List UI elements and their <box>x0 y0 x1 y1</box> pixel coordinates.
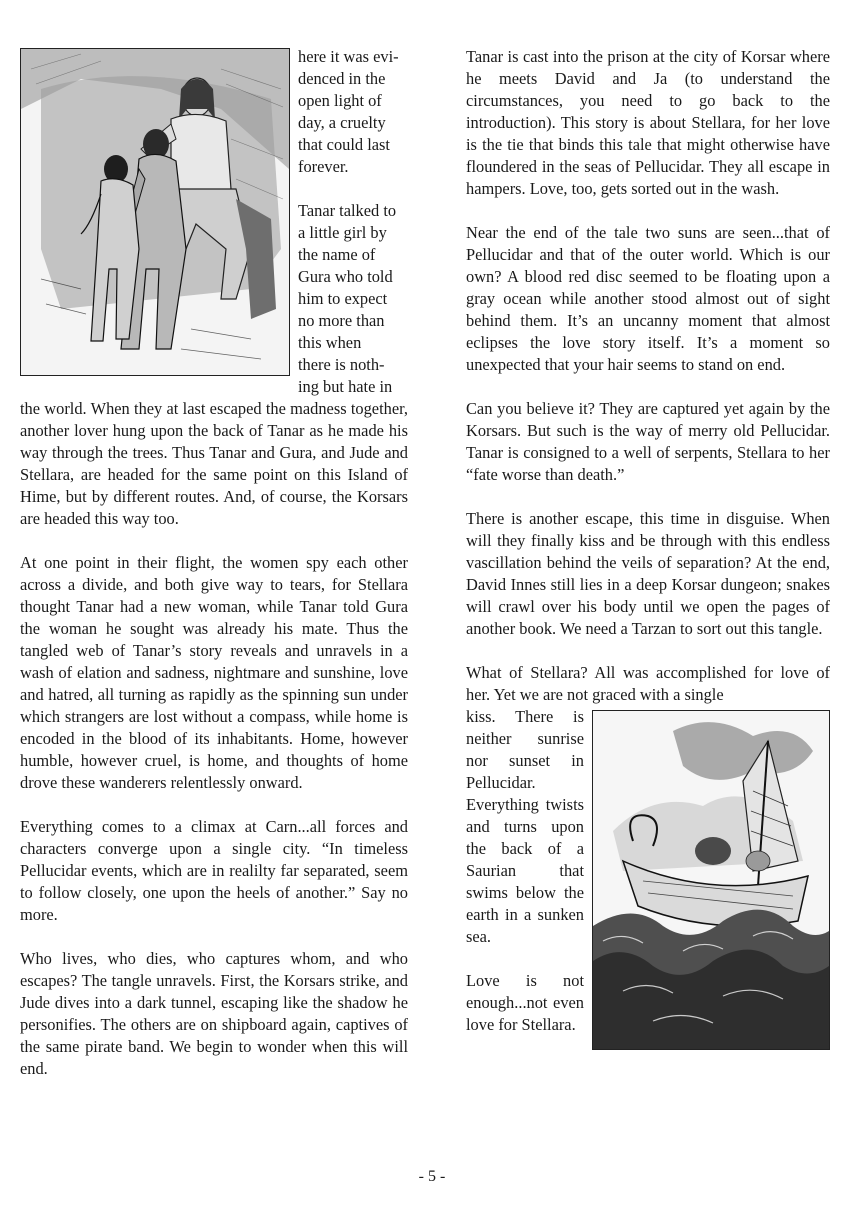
wrap-line: the name of <box>298 245 376 264</box>
wrap-line: there is noth- <box>298 355 385 374</box>
paragraph: At one point in their flight, the women spy each other across a divide, and both give way to tears, for Stellara thought Tanar had a new woman, while Tanar told Gura the woman he sought was already his mate. Thus the tangled web of Tanar’s story reveals and unravels in a wash of elation and sadness, nightmare and sunshine, love and hatred, all turning as rapidly as the spinning sun under which strangers are lost without a compass, while home is encoded in the blood of its inhabitants. Home, however humble, however cruel, is home, and thoughts of home drove these wanderers relentlessly onward. <box>20 553 408 792</box>
wrap-line: Tanar talked to <box>298 201 397 220</box>
wrap-line: open light of <box>298 91 382 110</box>
paragraph: Love is not enough...not even love for Stellara. <box>466 971 584 1034</box>
wrap-line: Gura who told <box>298 267 393 286</box>
wrap-line: denced in the <box>298 69 386 88</box>
illustration-boat-at-sea <box>592 710 830 1050</box>
wrap-line: ing but hate in <box>298 377 393 396</box>
wrap-line: that could last <box>298 135 390 154</box>
paragraph: Everything comes to a climax at Carn...all forces and characters converge upon a single city. “In timeless Pellucidar events, which are in realilty far separated, seem to follow closely, one upon the heels of another.” Say no more. <box>20 817 408 924</box>
paragraph: Can you believe it? They are captured yet again by the Korsars. But such is the way of merry old Pellucidar. Tanar is consigned to a well of serpents, Stellara to her “fate worse than death.” <box>466 399 830 484</box>
paragraph: Near the end of the tale two suns are seen...that of Pellucidar and that of the outer world. Which is our own? A blood red disc seemed to be floating upon a gray ocean while another stood almost out of sight behind them. It’s an uncanny moment that almost eclipses the love story itself. It’s a moment so unexpected that your hair seems to stand on end. <box>466 223 830 374</box>
right-column <box>466 46 830 1058</box>
left-column <box>20 46 408 1102</box>
wrap-line: him to expect <box>298 289 388 308</box>
wrap-line: no more than <box>298 311 385 330</box>
wrap-line: day, a cruelty <box>298 113 386 132</box>
wrap-line: here it was evi- <box>298 47 399 66</box>
paragraph: kiss. There is neither sunrise nor sunset in Pellucidar. Everything twists and turns upon the back of a Saurian that swims below the earth in a sunken sea. <box>466 707 584 946</box>
wrap-line: a little girl by <box>298 223 387 242</box>
paragraph: the world. When they at last escaped the madness together, another lover hung upon the back of Tanar as he made his way through the trees. Thus Tanar and Gura, and Jude and Stellara, are headed for the same point on this Island of Hime, but by different routes. And, of course, the Korsars are headed this way too. <box>20 399 408 528</box>
paragraph: What of Stellara? All was accomplished for love of her. Yet we are not graced with a single <box>466 663 830 704</box>
paragraph: Tanar is cast into the prison at the city of Korsar where he meets David and Ja (to understand the circumstances, you need to go back to the introduction). This story is about Stellara, for her love is the tie that binds this tale that might otherwise have floundered in the seas of Pellucidar. They all escape in hampers. Love, too, gets sorted out in the wash. <box>466 47 830 198</box>
illustration-art <box>21 49 289 375</box>
paragraph: Who lives, who dies, who captures whom, and who escapes? The tangle unravels. First, the Korsars strike, and Jude dives into a dark tunnel, escaping like the shadow he personifies. The others are on shipboard again, captives of the same pirate band. We begin to wonder when this will end. <box>20 949 408 1078</box>
paragraph: There is another escape, this time in disguise. When will they finally kiss and be through with this endless vascillation behind the veils of separation? At the end, David Innes still lies in a deep Korsar dungeon; snakes will crawl over his body until we open the pages of another book. We need a Tarzan to sort out this tangle. <box>466 509 830 638</box>
illustration-tanar-and-girl <box>20 48 290 376</box>
wrap-line: forever. <box>298 157 349 176</box>
illustration-art <box>593 711 829 1049</box>
wrap-line: this when <box>298 333 362 352</box>
page-number: - 5 - <box>418 1168 446 1185</box>
